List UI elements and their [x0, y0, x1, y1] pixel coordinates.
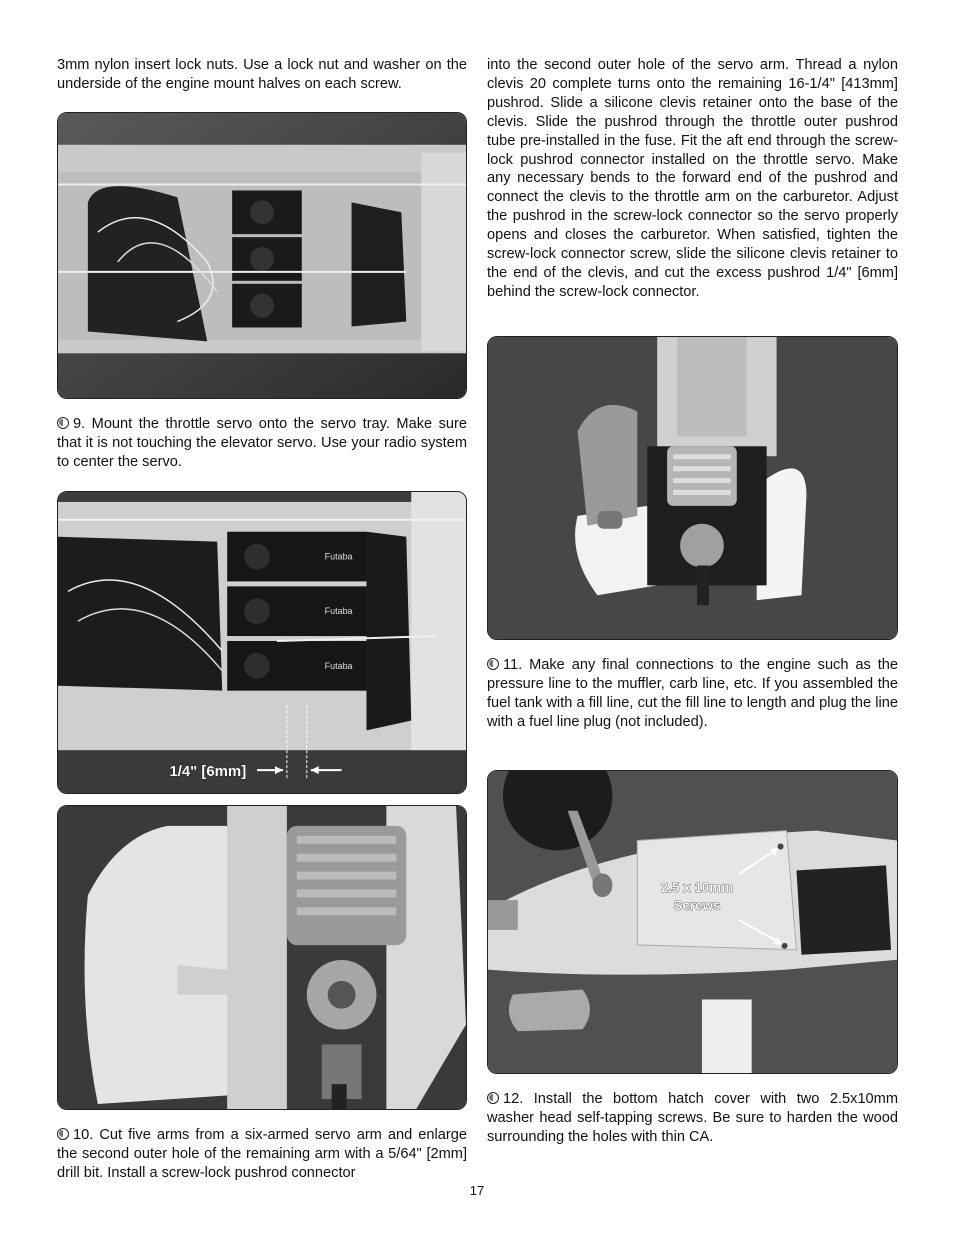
- photo-engine-closeup: [57, 805, 467, 1110]
- step-12-text: 12. Install the bottom hatch cover with two 2.5x10mm washer head self-tapping screws. Be sure to harden the wood surrounding the holes with thin CA.: [487, 1091, 898, 1145]
- checkbox-icon[interactable]: [57, 1128, 69, 1140]
- checkbox-icon[interactable]: [487, 658, 499, 670]
- step-11-text: 11. Make any final connections to the engine such as the pressure line to the muffler, carb line, etc. If you assembled the fuel tank with a fill line, cut the fill line to length and plug the line with a fuel line plug (not included).: [487, 657, 898, 730]
- servo-unit: [232, 190, 302, 327]
- engine-cylinder: [287, 826, 406, 945]
- step-9-text: 9. Mount the throttle servo onto the servo tray. Make sure that it is not touching the elevator servo. Use your radio system to center the servo.: [57, 416, 467, 470]
- page-number: 17: [469, 1183, 485, 1198]
- step-10-text: 10. Cut five arms from a six-armed servo arm and enlarge the second outer hole of the remaining arm with a 5/64" [2mm] drill bit. Install a screw-lock pushrod connector: [57, 1127, 467, 1181]
- checkbox-icon[interactable]: [57, 417, 69, 429]
- screws-callout-line1: 2.5 x 10mm: [660, 880, 734, 896]
- servo-brand-label: Futaba: [324, 606, 353, 617]
- measure-callout: 1/4" [6mm]: [169, 764, 247, 781]
- intro-paragraph-left: 3mm nylon insert lock nuts. Use a lock nut and washer on the underside of the engine mount halves on each screw.: [57, 57, 467, 92]
- photo-engine-muffler: [487, 336, 898, 640]
- intro-paragraph-right: into the second outer hole of the servo arm. Thread a nylon clevis 20 complete turns onto the remaining 16-1/4" [413mm] pushrod. Slide a silicone clevis retainer onto the base of the clevis. Slide the pushrod through the throttle outer pushrod tube pre-installed in the fuse. Fit the aft end through the screw-lock pushrod connector installed on the throttle servo. Make any necessary bends to the forward end of the pushrod and connect the clevis to the throttle arm on the carburetor. Adjust the pushrod in the screw-lock connector so the servo properly opens and closes the carburetor. When satisfied, tighten the screw-lock connector screw, slide the silicone clevis retainer to the end of the clevis, and cut the excess pushrod 1/4" [6mm] behind the screw-lock connector.: [487, 57, 898, 300]
- servo-brand-label: Futaba: [324, 660, 353, 671]
- checkbox-icon[interactable]: [487, 1092, 499, 1104]
- photo-bottom-hatch: [487, 770, 898, 1074]
- photo-servo-tray: [57, 112, 467, 399]
- photo-three-servos: [57, 491, 467, 794]
- screws-callout-line2: Screws: [673, 898, 721, 914]
- servo-brand-label: Futaba: [324, 551, 353, 562]
- engine-cylinder: [667, 446, 737, 506]
